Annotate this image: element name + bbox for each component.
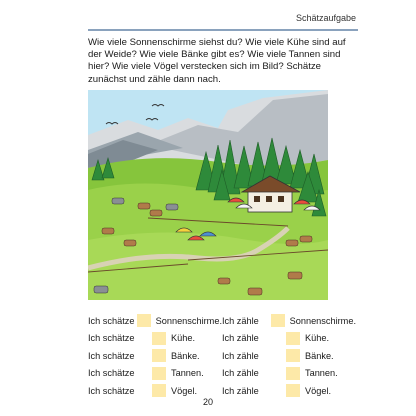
- count-noun: Kühe.: [305, 333, 330, 344]
- count-column: [222, 349, 356, 362]
- count-prefix: Ich zähle: [222, 333, 259, 344]
- estimate-prefix: Ich schätze: [88, 368, 135, 379]
- count-column: [222, 367, 356, 380]
- count-noun: Bänke.: [305, 350, 334, 361]
- estimate-prefix: Ich schätze: [88, 333, 135, 344]
- estimate-answer-box[interactable]: [152, 367, 166, 380]
- estimate-noun: Vögel.: [171, 385, 198, 396]
- count-noun: Vögel.: [305, 385, 332, 396]
- estimate-noun: Bänke.: [171, 350, 200, 361]
- worksheet-row-firs: [88, 365, 356, 383]
- count-answer-box[interactable]: [286, 384, 300, 397]
- count-answer-box[interactable]: [271, 314, 285, 327]
- count-prefix: Ich zähle: [222, 315, 259, 326]
- instructions-text: Wie viele Sonnenschirme siehst du? Wie viele Kühe sind auf der Weide? Wie viele Bänke gibt es? Wie viele Tannen sind hier? Wie viele Vögel verstecken sich im Bild? Schätze zunächst und zähle dann nach.: [88, 37, 346, 85]
- estimate-answer-box[interactable]: [152, 384, 166, 397]
- estimate-column: [88, 367, 222, 380]
- estimate-answer-box[interactable]: [152, 349, 166, 362]
- count-prefix: Ich zähle: [222, 350, 259, 361]
- estimate-column: [88, 332, 222, 345]
- count-answer-box[interactable]: [286, 332, 300, 345]
- count-column: [222, 384, 356, 397]
- estimate-noun: Kühe.: [171, 333, 196, 344]
- header-rule: [88, 29, 358, 31]
- section-label: Schätzaufgabe: [295, 13, 356, 23]
- estimate-noun: Sonnenschirme.: [155, 315, 222, 326]
- count-prefix: Ich zähle: [222, 368, 259, 379]
- estimate-prefix: Ich schätze: [88, 350, 135, 361]
- estimate-column: [88, 384, 222, 397]
- estimate-prefix: Ich schätze: [88, 385, 135, 396]
- count-prefix: Ich zähle: [222, 385, 259, 396]
- estimate-column: [88, 349, 222, 362]
- estimate-prefix: Ich schätze: [88, 315, 135, 326]
- page-number: 20: [202, 397, 213, 407]
- alpine-meadow-illustration: [88, 90, 328, 300]
- worksheet-row-umbrellas: [88, 312, 356, 330]
- count-answer-box[interactable]: [286, 349, 300, 362]
- estimate-answer-box[interactable]: [137, 314, 151, 327]
- count-noun: Sonnenschirme.: [289, 315, 356, 326]
- worksheet-row-cows: [88, 330, 356, 348]
- estimate-answer-box[interactable]: [152, 332, 166, 345]
- estimation-worksheet: [88, 312, 356, 400]
- count-noun: Tannen.: [305, 368, 338, 379]
- estimate-column: [88, 314, 222, 327]
- worksheet-row-benches: [88, 347, 356, 365]
- count-column: [222, 332, 356, 345]
- count-column: [222, 314, 356, 327]
- estimate-noun: Tannen.: [171, 368, 204, 379]
- count-answer-box[interactable]: [286, 367, 300, 380]
